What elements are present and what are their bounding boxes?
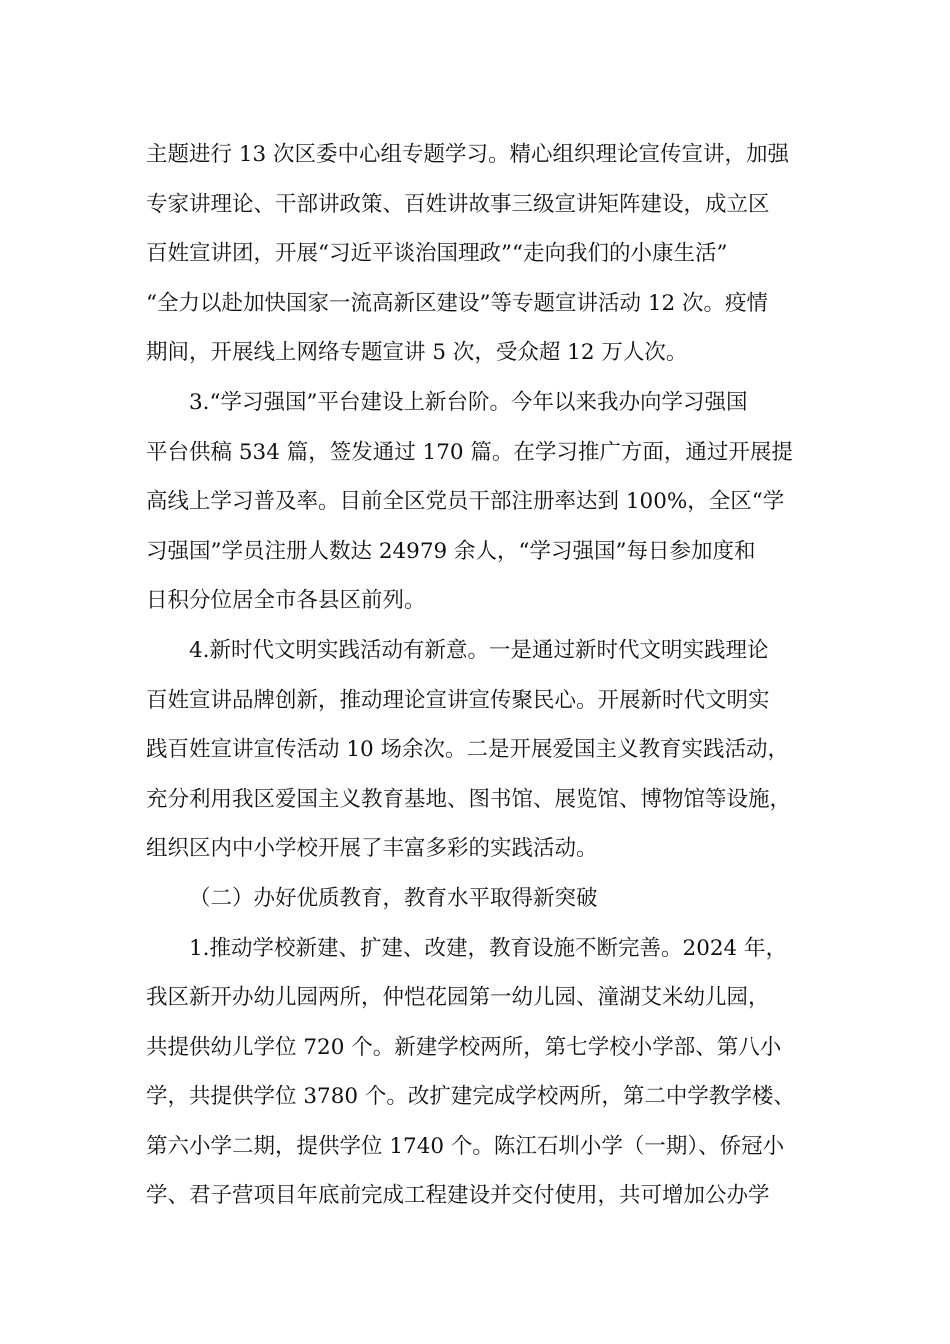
text-line: 专家讲理论、干部讲政策、百姓讲故事三级宣讲矩阵建设，成立区 xyxy=(146,191,770,217)
text-line: 百姓宣讲团，开展“习近平谈治国理政”“走向我们的小康生活” xyxy=(146,241,728,267)
text-line: 习强国”学员注册人数达 24979 余人，“学习强国”每日参加度和 xyxy=(146,538,756,564)
document-body xyxy=(146,130,816,1221)
text-line: 百姓宣讲品牌创新，推动理论宣讲宣传聚民心。开展新时代文明实 xyxy=(146,687,770,713)
text-line: 日积分位居全市各县区前列。 xyxy=(146,588,426,614)
text-line: 充分利用我区爱国主义教育基地、图书馆、展览馆、博物馆等设施， xyxy=(146,786,792,812)
text-line: 组织区内中小学校开展了丰富多彩的实践活动。 xyxy=(146,836,598,862)
text-line: “全力以赴加快国家一流高新区建设”等专题宣讲活动 12 次。疫情 xyxy=(146,290,769,316)
text-line: 高线上学习普及率。目前全区党员干部注册率达到 100%，全区“学 xyxy=(146,489,785,515)
paragraph-first-line: 3.“学习强国”平台建设上新台阶。今年以来我办向学习强国 xyxy=(189,389,748,415)
text-line: 共提供幼儿学位 720 个。新建学校两所，第七学校小学部、第八小 xyxy=(146,1034,782,1060)
text-line: 第六小学二期，提供学位 1740 个。陈江石圳小学（一期）、侨冠小 xyxy=(146,1133,785,1159)
text-line: 期间，开展线上网络专题宣讲 5 次，受众超 12 万人次。 xyxy=(146,340,688,366)
text-line: 学，共提供学位 3780 个。改扩建完成学校两所，第二中学教学楼、 xyxy=(146,1084,795,1110)
text-line: 主题进行 13 次区委中心组专题学习。精心组织理论宣传宣讲，加强 xyxy=(146,142,790,167)
text-line: 学、君子营项目年底前完成工程建设并交付使用，共可增加公办学 xyxy=(146,1183,770,1209)
text-line: 践百姓宣讲宣传活动 10 场余次。二是开展爱国主义教育实践活动， xyxy=(146,737,790,763)
paragraph-first-line: 1.推动学校新建、扩建、改建，教育设施不断完善。2024 年， xyxy=(189,935,788,961)
paragraph-first-line: （二）办好优质教育，教育水平取得新突破 xyxy=(189,885,598,911)
paragraph-first-line: 4.新时代文明实践活动有新意。一是通过新时代文明实践理论 xyxy=(189,637,769,663)
text-line: 我区新开办幼儿园两所，仲恺花园第一幼儿园、潼湖艾米幼儿园， xyxy=(146,985,770,1011)
text-line: 平台供稿 534 篇，签发通过 170 篇。在学习推广方面，通过开展提 xyxy=(146,439,793,465)
